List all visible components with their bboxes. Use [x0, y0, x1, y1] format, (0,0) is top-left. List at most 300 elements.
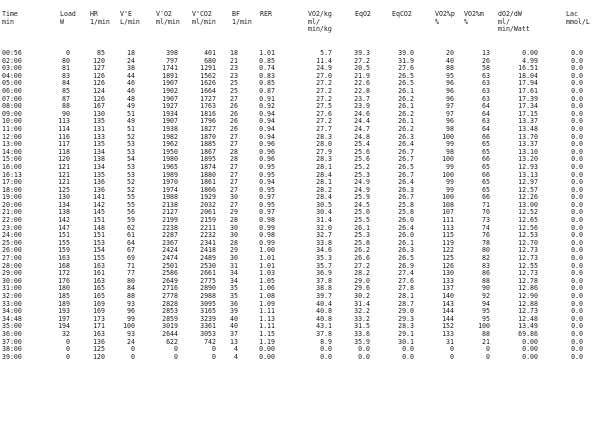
table-row: [0, 141, 600, 149]
table-row: [0, 240, 600, 248]
cell-ve: 96: [127, 307, 135, 316]
cell-vco2: 2988: [200, 292, 216, 300]
cell-rer: 0.96: [259, 147, 275, 156]
cell-vo2kg: 34.6: [316, 246, 332, 255]
cell-do2dw: 4.99: [522, 56, 538, 65]
header-line: [0, 26, 600, 34]
cell-vo2m: 76: [482, 231, 490, 240]
cell-vco2: 2341: [200, 238, 216, 247]
cell-eqo2: 29.6: [354, 284, 370, 293]
cell-hr: 171: [93, 322, 105, 331]
cell-rer: 1.01: [259, 261, 275, 270]
cell-vo2m: 95: [482, 314, 490, 323]
cell-vo2m: 66: [482, 132, 490, 141]
cell-vo2p: 0: [450, 345, 454, 354]
cell-load: 88: [62, 102, 70, 111]
cell-vo2: 2501: [162, 261, 178, 270]
cell-rer: 0.85: [259, 56, 275, 65]
cell-lac: 0.0: [571, 155, 583, 164]
cell-eqo2: 23.9: [354, 102, 370, 111]
cell-load: 87: [62, 94, 70, 103]
cell-vco2: 2775: [200, 276, 216, 285]
header-cell-hr: 1/min: [90, 17, 110, 26]
cell-ve: 53: [127, 147, 135, 156]
cell-vo2m: 64: [482, 102, 490, 111]
cell-vo2: 2138: [162, 200, 178, 209]
cell-load: 163: [58, 254, 70, 263]
cell-vo2: 1989: [162, 170, 178, 179]
cell-bf: 25: [230, 86, 238, 95]
cell-hr: 126: [93, 71, 105, 80]
cell-lac: 0.0: [571, 276, 583, 285]
cell-bf: 25: [230, 79, 238, 88]
cell-vo2m: 64: [482, 124, 490, 133]
header-cell-bf: 1/min: [232, 17, 252, 26]
cell-rer: 0.97: [259, 208, 275, 217]
cell-eqo2: 25.6: [354, 155, 370, 164]
cell-vo2kg: 28.3: [316, 155, 332, 164]
cell-do2dw: 12.55: [518, 261, 538, 270]
cell-rer: 0.00: [259, 352, 275, 361]
cell-eqco2: 26.9: [398, 261, 414, 270]
cell-vco2: 1763: [200, 102, 216, 111]
cell-vo2p: 126: [442, 261, 454, 270]
cell-bf: 27: [230, 200, 238, 209]
cell-vo2m: 65: [482, 147, 490, 156]
cell-lac: 0.0: [571, 64, 583, 73]
cell-time: 07:00: [2, 94, 22, 103]
cell-vo2kg: 40.8: [316, 307, 332, 316]
cell-vco2: 2530: [200, 261, 216, 270]
cell-vco2: 742: [204, 337, 216, 346]
cell-eqco2: 25.8: [398, 200, 414, 209]
cell-eqco2: 26.2: [398, 109, 414, 118]
cell-bf: 26: [230, 109, 238, 118]
cell-rer: 0.92: [259, 102, 275, 111]
cell-time: 29:00: [2, 269, 22, 278]
cell-bf: 13: [230, 337, 238, 346]
cell-vo2p: 95: [446, 71, 454, 80]
header-cell-vo2kg: min/kg: [308, 25, 332, 34]
cell-bf: 18: [230, 49, 238, 57]
table-row: [0, 73, 600, 81]
cell-time: 03:00: [2, 64, 22, 73]
cell-rer: 0.98: [259, 216, 275, 225]
cell-do2dw: 12.93: [518, 162, 538, 171]
table-row: [0, 126, 600, 134]
cell-rer: 1.05: [259, 276, 275, 285]
cell-do2dw: 12.26: [518, 193, 538, 202]
table-row: [0, 323, 600, 331]
cell-vo2: 1988: [162, 193, 178, 202]
table-row: [0, 308, 600, 316]
cell-vo2m: 64: [482, 109, 490, 118]
cell-vo2p: 40: [446, 56, 454, 65]
table-row: [0, 331, 600, 339]
cell-eqo2: 30.2: [354, 292, 370, 300]
cell-vco2: 1929: [200, 193, 216, 202]
cell-rer: 0.95: [259, 200, 275, 209]
cell-lac: 0.0: [571, 223, 583, 232]
cell-vo2m: 63: [482, 86, 490, 95]
cell-load: 159: [58, 246, 70, 255]
cell-bf: 35: [230, 284, 238, 293]
cell-eqco2: 26.3: [398, 185, 414, 194]
cell-eqo2: 31.5: [354, 322, 370, 331]
cell-time: 18:00: [2, 185, 22, 194]
cell-do2dw: 0.00: [522, 49, 538, 57]
cell-ve: 54: [127, 155, 135, 164]
cell-eqo2: 23.7: [354, 94, 370, 103]
table-row: [0, 346, 600, 354]
cell-time: 10:00: [2, 117, 22, 126]
header-cell-vo2kg: ml/: [308, 17, 320, 26]
cell-vo2p: 115: [442, 231, 454, 240]
cell-do2dw: 12.57: [518, 185, 538, 194]
cell-bf: 27: [230, 132, 238, 141]
cell-lac: 0.0: [571, 170, 583, 179]
cell-hr: 135: [93, 170, 105, 179]
cell-hr: 151: [93, 216, 105, 225]
cell-time: 12:00: [2, 132, 22, 141]
cell-vo2kg: 37.8: [316, 329, 332, 338]
cell-vo2p: 99: [446, 140, 454, 149]
cell-vo2: 3019: [162, 322, 178, 331]
cell-lac: 0.0: [571, 102, 583, 111]
cell-bf: 29: [230, 246, 238, 255]
cell-rer: 0.97: [259, 193, 275, 202]
header-cell-time: Time: [2, 10, 18, 18]
cell-rer: 0.96: [259, 140, 275, 149]
cell-time: 24:00: [2, 231, 22, 240]
cell-do2dw: 13.48: [518, 124, 538, 133]
cell-lac: 0.0: [571, 147, 583, 156]
cell-bf: 40: [230, 314, 238, 323]
cell-eqco2: 26.3: [398, 132, 414, 141]
cell-lac: 0.0: [571, 49, 583, 57]
cell-do2dw: 13.10: [518, 147, 538, 156]
cell-bf: 28: [230, 216, 238, 225]
cell-time: 15:00: [2, 155, 22, 164]
cell-load: 83: [62, 71, 70, 80]
cell-bf: 23: [230, 64, 238, 73]
cell-hr: 130: [93, 109, 105, 118]
cell-hr: 135: [93, 117, 105, 126]
cell-vo2kg: 8.9: [320, 337, 332, 346]
cell-vco2: 1291: [200, 64, 216, 73]
cell-ve: 88: [127, 292, 135, 300]
cell-eqco2: 26.1: [398, 117, 414, 126]
header-cell-do2dw: ml/: [498, 17, 510, 26]
cell-ve: 51: [127, 109, 135, 118]
cell-vo2kg: 11.4: [316, 56, 332, 65]
cell-rer: 0.94: [259, 132, 275, 141]
cell-ve: 0: [131, 345, 135, 354]
cell-vo2kg: 27.2: [316, 94, 332, 103]
cell-vo2: 2127: [162, 208, 178, 217]
header-cell-lac: mmol/L: [566, 17, 590, 26]
cell-lac: 0.0: [571, 329, 583, 338]
cell-lac: 0.0: [571, 337, 583, 346]
cell-lac: 0.0: [571, 261, 583, 270]
cell-eqco2: 26.1: [398, 238, 414, 247]
cell-hr: 138: [93, 155, 105, 164]
cell-vo2kg: 28.4: [316, 170, 332, 179]
cell-vo2p: 100: [442, 170, 454, 179]
cell-vo2p: 98: [446, 147, 454, 156]
table-row: [0, 179, 600, 187]
cell-do2dw: 12.56: [518, 223, 538, 232]
header-cell-do2dw: min/Watt: [498, 25, 530, 34]
cell-eqo2: 24.5: [354, 200, 370, 209]
cell-eqo2: 29.0: [354, 276, 370, 285]
cell-do2dw: 12.73: [518, 246, 538, 255]
cell-load: 125: [58, 185, 70, 194]
cell-rer: 0.83: [259, 71, 275, 80]
cell-rer: 0.85: [259, 79, 275, 88]
cell-vo2p: 88: [446, 64, 454, 73]
cell-hr: 148: [93, 223, 105, 232]
cell-ve: 44: [127, 71, 135, 80]
cell-time: 39:00: [2, 352, 22, 361]
cell-eqco2: 31.9: [398, 56, 414, 65]
cell-vo2m: 95: [482, 307, 490, 316]
header-cell-ve: V'E: [120, 10, 132, 18]
cell-bf: 28: [230, 147, 238, 156]
cell-hr: 142: [93, 200, 105, 209]
table-row: [0, 247, 600, 255]
cell-vo2m: 71: [482, 200, 490, 209]
cell-vo2kg: 28.1: [316, 178, 332, 187]
cell-eqo2: 24.6: [354, 109, 370, 118]
cell-eqo2: 26.2: [354, 246, 370, 255]
cell-time: 20:00: [2, 200, 22, 209]
cell-eqo2: 31.4: [354, 299, 370, 308]
cell-bf: 26: [230, 102, 238, 111]
cell-vo2m: 63: [482, 71, 490, 80]
cell-rer: 0.91: [259, 94, 275, 103]
cell-eqco2: 29.0: [398, 307, 414, 316]
cell-eqco2: 26.0: [398, 231, 414, 240]
cell-vo2: 0: [174, 352, 178, 361]
cell-hr: 131: [93, 124, 105, 133]
cell-do2dw: 18.04: [518, 71, 538, 80]
cell-eqo2: 20.5: [354, 64, 370, 73]
cell-vco2: 1562: [200, 71, 216, 80]
cell-rer: 1.11: [259, 322, 275, 331]
cell-bf: 27: [230, 185, 238, 194]
cell-bf: 30: [230, 231, 238, 240]
cell-vco2: 2418: [200, 246, 216, 255]
cell-ve: 49: [127, 117, 135, 126]
cell-hr: 151: [93, 231, 105, 240]
cell-lac: 0.0: [571, 216, 583, 225]
cell-vo2p: 143: [442, 299, 454, 308]
cell-vo2m: 66: [482, 170, 490, 179]
cell-eqco2: 28.3: [398, 322, 414, 331]
cell-vo2kg: 39.7: [316, 292, 332, 300]
cell-ve: 67: [127, 246, 135, 255]
cell-vo2: 622: [166, 337, 178, 346]
cell-vo2kg: 27.7: [316, 124, 332, 133]
header-cell-hr: HR: [90, 10, 98, 18]
cell-hr: 163: [93, 276, 105, 285]
cell-vo2p: 122: [442, 246, 454, 255]
cell-eqco2: 27.6: [398, 276, 414, 285]
cell-load: 168: [58, 261, 70, 270]
cell-lac: 0.0: [571, 299, 583, 308]
cell-do2dw: 0.00: [522, 352, 538, 361]
cell-eqco2: 0.0: [402, 345, 414, 354]
cell-vo2p: 100: [442, 132, 454, 141]
cell-eqco2: 26.7: [398, 155, 414, 164]
cell-vo2kg: 27.2: [316, 86, 332, 95]
cell-vo2m: 66: [482, 155, 490, 164]
cell-rer: 0.98: [259, 231, 275, 240]
cell-eqco2: 26.4: [398, 140, 414, 149]
cell-time: 34:48: [2, 314, 22, 323]
cell-hr: 163: [93, 261, 105, 270]
cell-eqo2: 25.6: [354, 147, 370, 156]
cell-vo2: 2778: [162, 292, 178, 300]
cell-ve: 24: [127, 56, 135, 65]
cell-hr: 155: [93, 254, 105, 263]
cell-hr: 135: [93, 140, 105, 149]
cell-eqco2: 26.4: [398, 223, 414, 232]
cell-vo2: 1938: [162, 124, 178, 133]
cell-do2dw: 13.13: [518, 170, 538, 179]
cell-vo2kg: 40.8: [316, 314, 332, 323]
cell-vco2: 1664: [200, 86, 216, 95]
cell-lac: 0.0: [571, 269, 583, 278]
table-row: [0, 172, 600, 180]
cell-vo2kg: 5.7: [320, 49, 332, 57]
cell-vo2p: 113: [442, 223, 454, 232]
cell-load: 130: [58, 193, 70, 202]
cell-bf: 21: [230, 56, 238, 65]
cell-vo2: 1962: [162, 140, 178, 149]
cell-ve: 18: [127, 49, 135, 57]
cell-eqco2: 26.7: [398, 193, 414, 202]
cell-time: 22:00: [2, 216, 22, 225]
cell-vo2: 2424: [162, 246, 178, 255]
table-row: [0, 232, 600, 240]
cell-lac: 0.0: [571, 193, 583, 202]
cell-vo2kg: 40.4: [316, 299, 332, 308]
cell-hr: 136: [93, 185, 105, 194]
header-cell-vo2m: %: [464, 17, 468, 26]
cell-time: 11:00: [2, 124, 22, 133]
cell-vo2m: 94: [482, 299, 490, 308]
cell-rer: 0.99: [259, 238, 275, 247]
cell-rer: 0.94: [259, 117, 275, 126]
cell-eqco2: 26.5: [398, 79, 414, 88]
cell-vco2: 680: [204, 56, 216, 65]
cell-vo2: 1907: [162, 79, 178, 88]
cell-do2dw: 12.73: [518, 254, 538, 263]
cell-hr: 134: [93, 162, 105, 171]
cell-vo2m: 26: [482, 56, 490, 65]
cell-time: 31:00: [2, 284, 22, 293]
cell-hr: 141: [93, 193, 105, 202]
cell-vo2p: 100: [442, 193, 454, 202]
cell-time: 19:00: [2, 193, 22, 202]
cell-time: 04:00: [2, 71, 22, 80]
cell-eqo2: 25.0: [354, 208, 370, 217]
cell-ve: 71: [127, 261, 135, 270]
cell-vo2kg: 36.9: [316, 269, 332, 278]
cell-eqo2: 35.9: [354, 337, 370, 346]
header-cell-vco2: V'CO2: [192, 10, 212, 18]
cell-vo2m: 0: [486, 352, 490, 361]
cell-ve: 46: [127, 86, 135, 95]
cell-ve: 100: [123, 322, 135, 331]
cell-rer: 0.95: [259, 185, 275, 194]
cell-eqco2: 26.4: [398, 178, 414, 187]
cell-rer: 0.87: [259, 86, 275, 95]
table-row: [0, 278, 600, 286]
cell-eqco2: 26.1: [398, 86, 414, 95]
cell-load: 0: [66, 337, 70, 346]
cell-ve: 77: [127, 269, 135, 278]
cell-vo2m: 63: [482, 94, 490, 103]
cell-eqco2: 30.1: [398, 337, 414, 346]
cell-hr: 136: [93, 178, 105, 187]
header-cell-lac: Lac: [566, 10, 578, 18]
cell-rer: 0.96: [259, 155, 275, 164]
cell-vo2m: 65: [482, 140, 490, 149]
cell-lac: 0.0: [571, 140, 583, 149]
cell-vo2: 2828: [162, 299, 178, 308]
cell-load: 0: [66, 345, 70, 354]
table-row: [0, 209, 600, 217]
cell-do2dw: 13.70: [518, 132, 538, 141]
cell-hr: 163: [93, 329, 105, 338]
cell-time: 17:00: [2, 178, 22, 187]
cell-vco2: 1870: [200, 132, 216, 141]
cell-ve: 59: [127, 216, 135, 225]
cell-vo2m: 78: [482, 238, 490, 247]
cell-ve: 48: [127, 94, 135, 103]
cell-eqco2: 0.0: [402, 352, 414, 361]
cell-bf: 27: [230, 178, 238, 187]
cell-load: 121: [58, 162, 70, 171]
cell-vo2m: 21: [482, 337, 490, 346]
cell-time: 26:00: [2, 246, 22, 255]
cell-time: 33:00: [2, 299, 22, 308]
cell-vo2m: 65: [482, 178, 490, 187]
cell-load: 81: [62, 64, 70, 73]
cell-load: 120: [58, 155, 70, 164]
table-row: [0, 194, 600, 202]
cell-rer: 0.95: [259, 162, 275, 171]
cell-eqo2: 24.7: [354, 124, 370, 133]
cell-bf: 28: [230, 238, 238, 247]
cell-eqco2: 27.6: [398, 64, 414, 73]
cell-vo2kg: 28.0: [316, 140, 332, 149]
cell-hr: 167: [93, 102, 105, 111]
cell-load: 114: [58, 124, 70, 133]
cell-vo2p: 98: [446, 124, 454, 133]
cell-vo2m: 83: [482, 261, 490, 270]
cell-rer: 1.13: [259, 314, 275, 323]
header-cell-vo2p: VO2%p: [435, 10, 455, 18]
table-row: [0, 103, 600, 111]
header-cell-load: W: [60, 17, 64, 26]
cell-do2dw: 13.20: [518, 155, 538, 164]
table-row: [0, 164, 600, 172]
cell-vo2: 797: [166, 56, 178, 65]
